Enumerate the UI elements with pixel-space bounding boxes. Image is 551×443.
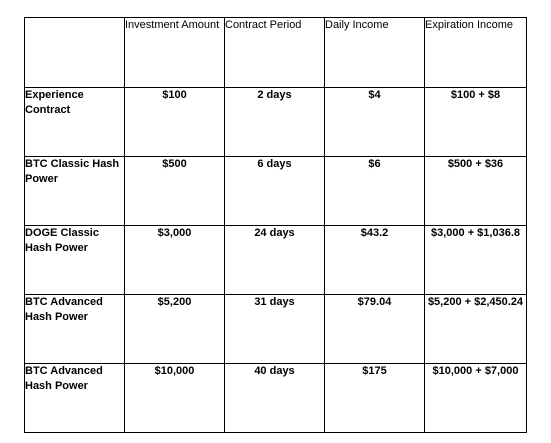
contract-period-cell: 6 days: [225, 157, 325, 226]
contract-name-cell: DOGE Classic Hash Power: [25, 226, 125, 295]
contract-name-cell: BTC Advanced Hash Power: [25, 295, 125, 364]
contracts-table: [24, 17, 527, 433]
contract-name-cell: Experience Contract: [25, 88, 125, 157]
table-row: [25, 295, 527, 364]
investment-amount-cell: $3,000: [125, 226, 225, 295]
expiration-income-cell: $10,000 + $7,000: [425, 364, 527, 433]
contracts-table-wrapper: [24, 17, 527, 433]
header-daily-income: Daily Income: [325, 18, 425, 88]
table-row: [25, 157, 527, 226]
table-header-row: [25, 18, 527, 88]
table-row: [25, 226, 527, 295]
expiration-income-cell: $100 + $8: [425, 88, 527, 157]
contract-period-cell: 2 days: [225, 88, 325, 157]
daily-income-cell: $6: [325, 157, 425, 226]
table-row: [25, 364, 527, 433]
header-investment-amount: Investment Amount: [125, 18, 225, 88]
contract-period-cell: 40 days: [225, 364, 325, 433]
daily-income-cell: $43.2: [325, 226, 425, 295]
expiration-income-cell: $5,200 + $2,450.24: [425, 295, 527, 364]
daily-income-cell: $79.04: [325, 295, 425, 364]
expiration-income-cell: $3,000 + $1,036.8: [425, 226, 527, 295]
contract-period-cell: 31 days: [225, 295, 325, 364]
header-contract-period: Contract Period: [225, 18, 325, 88]
header-expiration-income: Expiration Income: [425, 18, 527, 88]
header-empty-cell: [25, 18, 125, 88]
daily-income-cell: $4: [325, 88, 425, 157]
contract-period-cell: 24 days: [225, 226, 325, 295]
investment-amount-cell: $10,000: [125, 364, 225, 433]
investment-amount-cell: $500: [125, 157, 225, 226]
daily-income-cell: $175: [325, 364, 425, 433]
expiration-income-cell: $500 + $36: [425, 157, 527, 226]
investment-amount-cell: $5,200: [125, 295, 225, 364]
contract-name-cell: BTC Advanced Hash Power: [25, 364, 125, 433]
investment-amount-cell: $100: [125, 88, 225, 157]
contract-name-cell: BTC Classic Hash Power: [25, 157, 125, 226]
table-row: [25, 88, 527, 157]
